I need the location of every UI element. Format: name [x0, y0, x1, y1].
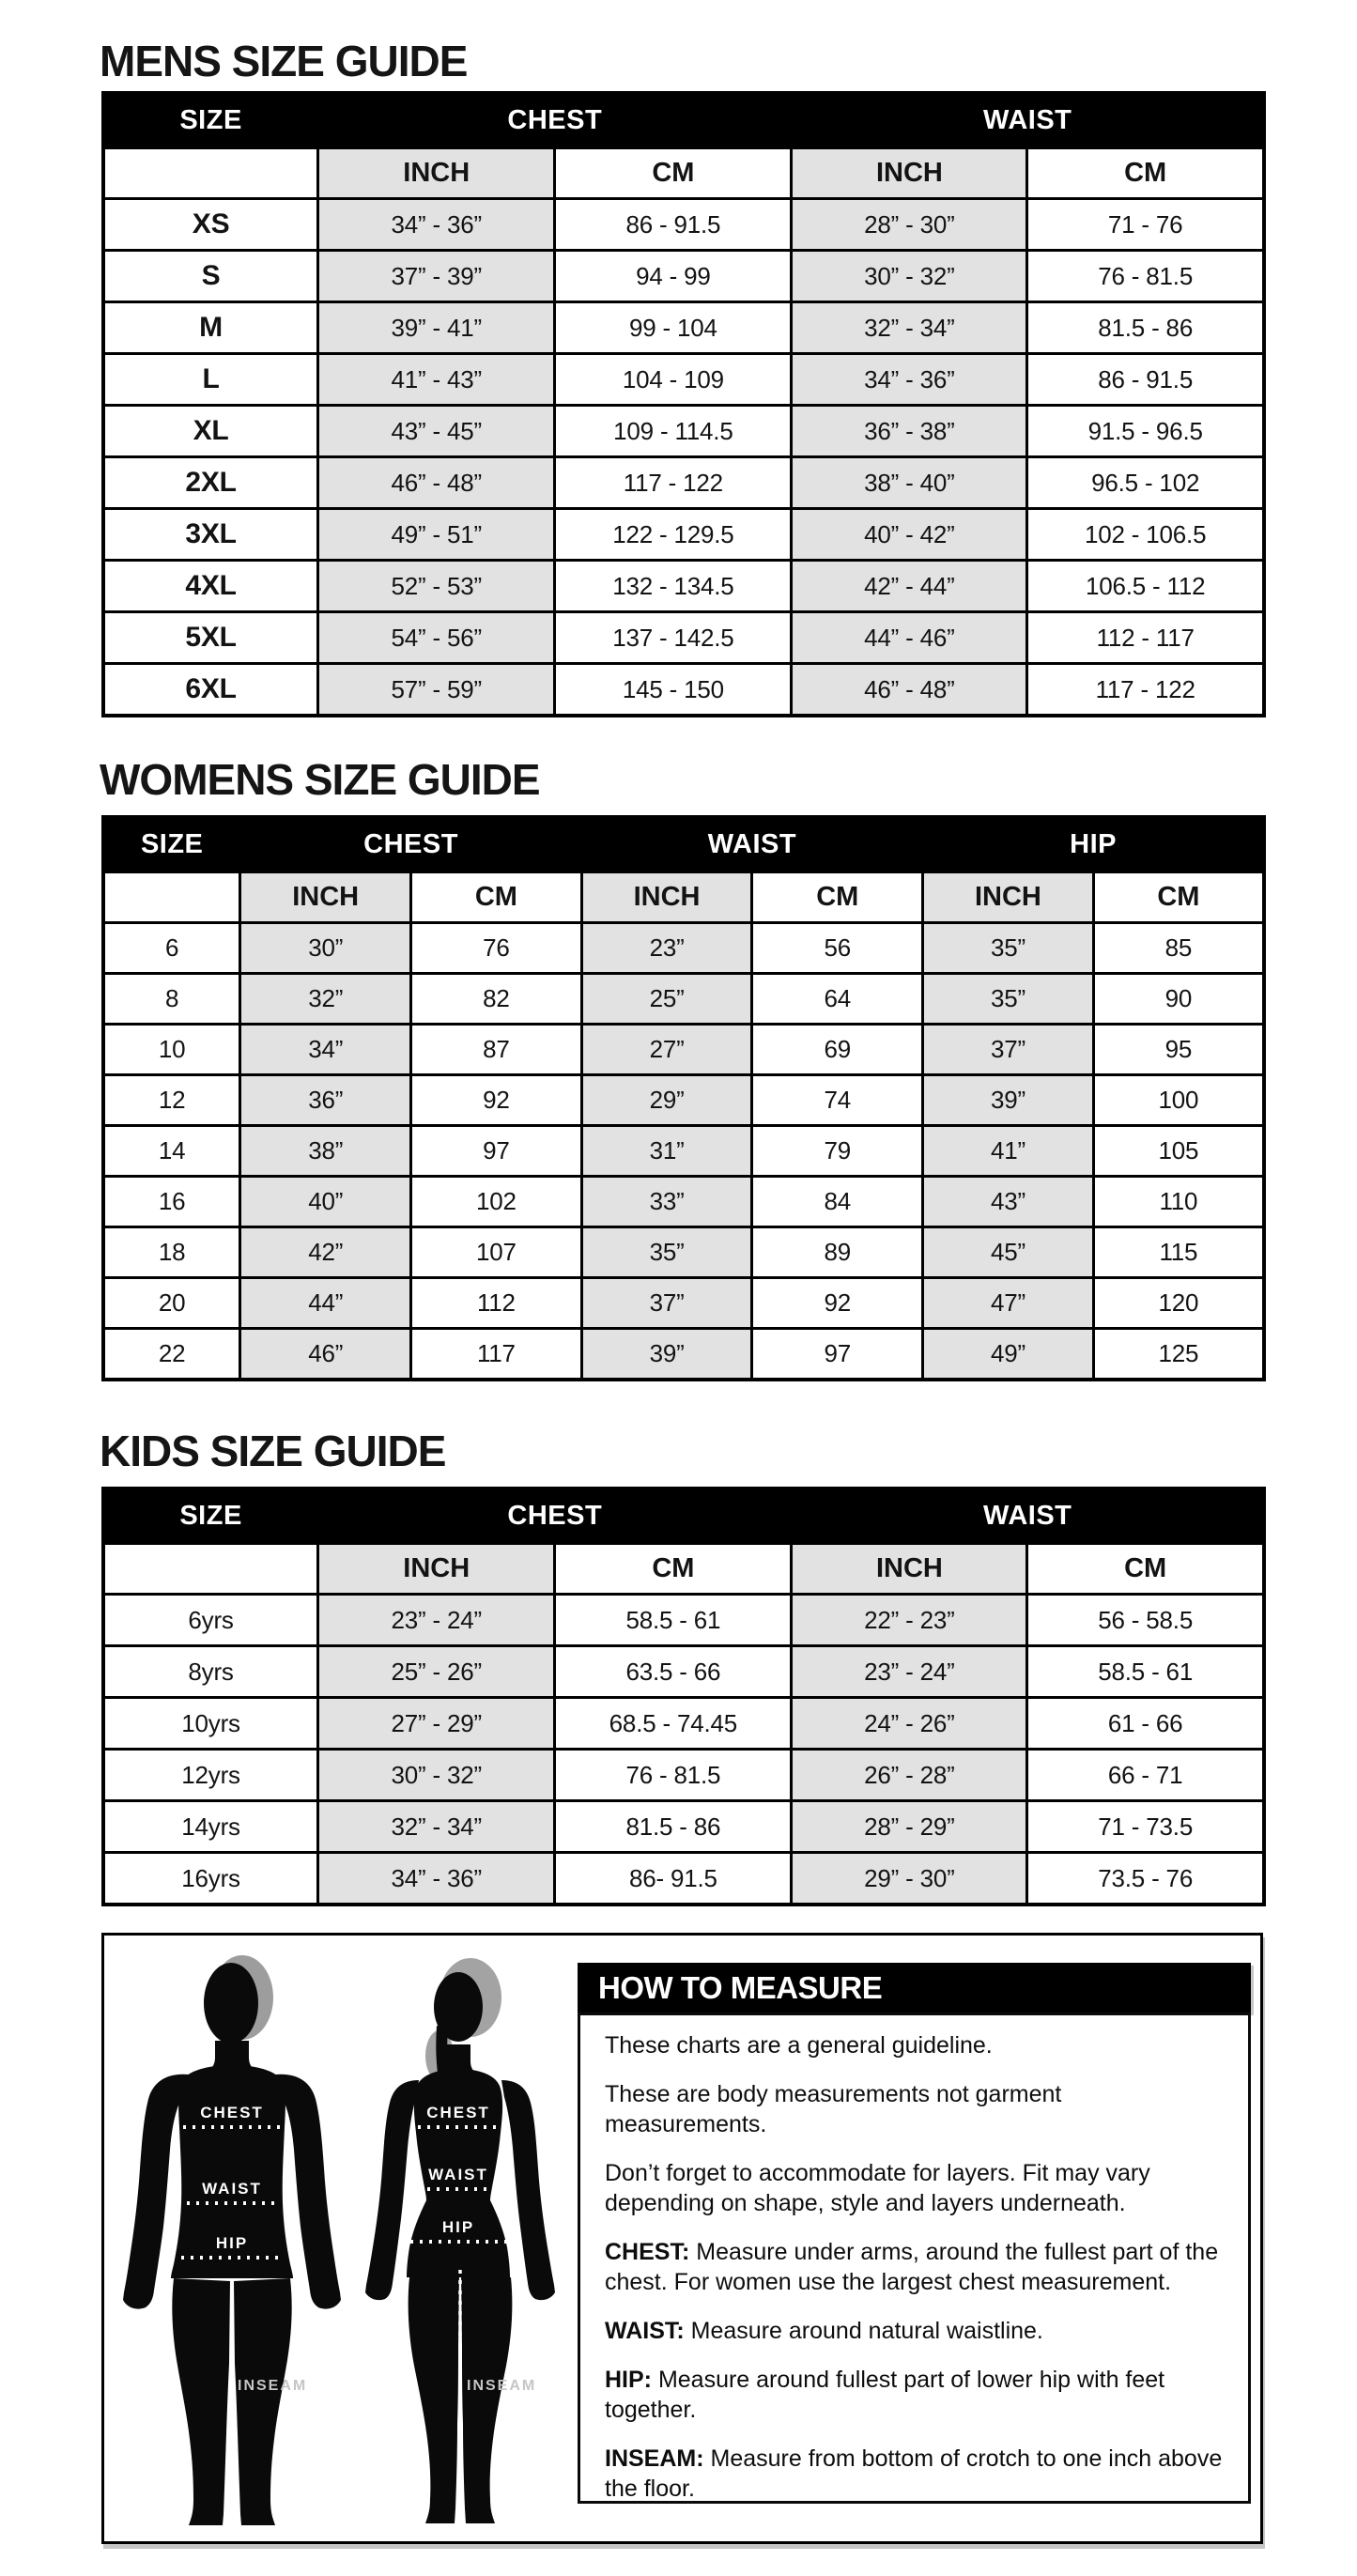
table-cell: 14yrs	[103, 1801, 318, 1853]
table-cell: 35”	[923, 974, 1094, 1025]
unit-header: INCH	[792, 148, 1027, 199]
table-group-header-row	[103, 93, 1264, 148]
table-cell: 28” - 30”	[792, 199, 1027, 251]
table-cell: 32”	[240, 974, 411, 1025]
measure-term: HIP:	[605, 2367, 652, 2393]
table-cell: 22	[103, 1329, 240, 1381]
unit-header: CM	[555, 1544, 792, 1595]
table-cell: 105	[1093, 1126, 1264, 1177]
unit-header: INCH	[923, 872, 1094, 923]
column-group-header: WAIST	[792, 93, 1264, 148]
table-cell: 25”	[581, 974, 752, 1025]
measure-paragraph: Don’t forget to accommodate for layers. Fit may vary depending on shape, style and layers underneath.	[605, 2160, 1150, 2216]
table-cell: 22” - 23”	[792, 1595, 1027, 1646]
table-cell: 71 - 76	[1027, 199, 1264, 251]
table-cell: 54” - 56”	[318, 612, 555, 664]
table-cell: 10yrs	[103, 1698, 318, 1750]
table-cell: 27”	[581, 1025, 752, 1075]
table-row	[103, 457, 1264, 509]
table-cell: 132 - 134.5	[555, 561, 792, 612]
measure-paragraph: INSEAM: Measure from bottom of crotch to one inch above the floor.	[605, 2445, 1223, 2502]
how-to-measure-header: HOW TO MEASURE	[578, 1963, 1251, 2013]
unit-header: INCH	[792, 1544, 1027, 1595]
table-cell: 42” - 44”	[792, 561, 1027, 612]
table-cell: 6yrs	[103, 1595, 318, 1646]
table-row	[103, 1801, 1264, 1853]
mens-size-table	[101, 91, 1266, 717]
table-cell: 10	[103, 1025, 240, 1075]
table-cell: 63.5 - 66	[555, 1646, 792, 1698]
table-row	[103, 199, 1264, 251]
table-row	[103, 1329, 1264, 1381]
table-cell: 82	[411, 974, 582, 1025]
table-cell: 100	[1093, 1075, 1264, 1126]
table-cell: 90	[1093, 974, 1264, 1025]
table-unit-header-row	[103, 148, 1264, 199]
table-row	[103, 1126, 1264, 1177]
table-cell: 44” - 46”	[792, 612, 1027, 664]
table-cell: 39” - 41”	[318, 302, 555, 354]
table-cell: 85	[1093, 923, 1264, 974]
measure-paragraph: These are body measurements not garment measurements.	[605, 2081, 1062, 2137]
table-cell: 35”	[923, 923, 1094, 974]
table-cell: 89	[752, 1227, 923, 1278]
table-cell: 125	[1093, 1329, 1264, 1381]
table-cell: 23” - 24”	[792, 1646, 1027, 1698]
table-cell: 76 - 81.5	[555, 1750, 792, 1801]
table-cell: 122 - 129.5	[555, 509, 792, 561]
table-cell: 41”	[923, 1126, 1094, 1177]
female-hip-label: HIP	[441, 2218, 475, 2236]
table-cell: 112 - 117	[1027, 612, 1264, 664]
column-group-header: CHEST	[318, 1489, 792, 1544]
table-cell: 43”	[923, 1177, 1094, 1227]
table-cell: M	[103, 302, 318, 354]
table-group-header-row	[103, 1489, 1264, 1544]
table-cell: 117 - 122	[555, 457, 792, 509]
column-group-header: SIZE	[103, 93, 318, 148]
table-cell: 137 - 142.5	[555, 612, 792, 664]
table-row	[103, 509, 1264, 561]
table-cell: 30”	[240, 923, 411, 974]
table-cell: 97	[752, 1329, 923, 1381]
table-cell: 99 - 104	[555, 302, 792, 354]
table-cell: 76 - 81.5	[1027, 251, 1264, 302]
table-cell: 32” - 34”	[318, 1801, 555, 1853]
table-cell: 38”	[240, 1126, 411, 1177]
table-cell: 86 - 91.5	[1027, 354, 1264, 406]
table-cell: 86- 91.5	[555, 1853, 792, 1905]
male-inseam-label: INSEAM	[238, 2378, 308, 2394]
measure-paragraph: HIP: Measure around fullest part of lower hip with feet together.	[605, 2367, 1165, 2423]
table-cell: 34” - 36”	[318, 1853, 555, 1905]
table-cell: 46” - 48”	[792, 664, 1027, 717]
table-cell: 6XL	[103, 664, 318, 717]
female-figure	[365, 1958, 555, 2523]
unit-header	[103, 872, 240, 923]
table-cell: 97	[411, 1126, 582, 1177]
table-row	[103, 612, 1264, 664]
table-cell: 91.5 - 96.5	[1027, 406, 1264, 457]
table-cell: 42”	[240, 1227, 411, 1278]
table-cell: 29” - 30”	[792, 1853, 1027, 1905]
table-cell: 45”	[923, 1227, 1094, 1278]
column-group-header: SIZE	[103, 1489, 318, 1544]
table-cell: 96.5 - 102	[1027, 457, 1264, 509]
how-to-measure-text	[578, 2013, 1251, 2504]
unit-header: CM	[555, 148, 792, 199]
table-row	[103, 1595, 1264, 1646]
table-cell: 120	[1093, 1278, 1264, 1329]
female-waist-label: WAIST	[428, 2166, 488, 2183]
male-head	[204, 1963, 258, 2044]
table-cell: 81.5 - 86	[1027, 302, 1264, 354]
table-cell: 79	[752, 1126, 923, 1177]
table-cell: 92	[411, 1075, 582, 1126]
table-cell: XS	[103, 199, 318, 251]
table-cell: 23” - 24”	[318, 1595, 555, 1646]
table-cell: 16	[103, 1177, 240, 1227]
table-cell: 12	[103, 1075, 240, 1126]
table-cell: 107	[411, 1227, 582, 1278]
male-waist-label: WAIST	[202, 2180, 262, 2198]
table-cell: 37”	[923, 1025, 1094, 1075]
table-row	[103, 302, 1264, 354]
table-cell: S	[103, 251, 318, 302]
unit-header: INCH	[318, 1544, 555, 1595]
table-cell: 84	[752, 1177, 923, 1227]
table-cell: 34” - 36”	[792, 354, 1027, 406]
column-group-header: WAIST	[581, 817, 922, 872]
table-cell: 37” - 39”	[318, 251, 555, 302]
table-row	[103, 1177, 1264, 1227]
table-cell: 32” - 34”	[792, 302, 1027, 354]
table-cell: 49” - 51”	[318, 509, 555, 561]
table-cell: 24” - 26”	[792, 1698, 1027, 1750]
table-row	[103, 251, 1264, 302]
table-row	[103, 1750, 1264, 1801]
table-group-header-row	[103, 817, 1264, 872]
table-cell: 145 - 150	[555, 664, 792, 717]
unit-header: INCH	[318, 148, 555, 199]
womens-section-title: WOMENS SIZE GUIDE	[100, 755, 540, 804]
table-row	[103, 1698, 1264, 1750]
kids-size-table	[101, 1487, 1266, 1906]
table-cell: 43” - 45”	[318, 406, 555, 457]
table-cell: 23”	[581, 923, 752, 974]
female-inseam-label: INSEAM	[467, 2378, 537, 2394]
table-row	[103, 1227, 1264, 1278]
column-group-header: CHEST	[240, 817, 581, 872]
womens-size-table	[101, 815, 1266, 1381]
table-cell: 58.5 - 61	[1027, 1646, 1264, 1698]
measure-term: WAIST:	[605, 2318, 685, 2344]
how-to-measure-section	[101, 1933, 1263, 2544]
table-cell: 8	[103, 974, 240, 1025]
unit-header: CM	[1093, 872, 1264, 923]
table-cell: 6	[103, 923, 240, 974]
unit-header: CM	[752, 872, 923, 923]
table-cell: 71 - 73.5	[1027, 1801, 1264, 1853]
table-cell: 44”	[240, 1278, 411, 1329]
table-cell: 3XL	[103, 509, 318, 561]
measure-term: CHEST:	[605, 2239, 690, 2265]
table-row	[103, 1075, 1264, 1126]
table-cell: 26” - 28”	[792, 1750, 1027, 1801]
table-cell: 40”	[240, 1177, 411, 1227]
column-group-header: CHEST	[318, 93, 792, 148]
table-cell: 46” - 48”	[318, 457, 555, 509]
table-row	[103, 1853, 1264, 1905]
table-cell: 112	[411, 1278, 582, 1329]
measure-paragraph: CHEST: Measure under arms, around the fullest part of the chest. For women use the largest chest measurement.	[605, 2239, 1219, 2295]
table-cell: 61 - 66	[1027, 1698, 1264, 1750]
table-cell: 49”	[923, 1329, 1094, 1381]
table-cell: 102 - 106.5	[1027, 509, 1264, 561]
table-cell: 14	[103, 1126, 240, 1177]
table-cell: 35”	[581, 1227, 752, 1278]
kids-section-title: KIDS SIZE GUIDE	[100, 1427, 446, 1475]
unit-header: CM	[411, 872, 582, 923]
unit-header: INCH	[240, 872, 411, 923]
column-group-header: HIP	[923, 817, 1264, 872]
unit-header: CM	[1027, 1544, 1264, 1595]
table-cell: 46”	[240, 1329, 411, 1381]
table-row	[103, 406, 1264, 457]
table-cell: 117 - 122	[1027, 664, 1264, 717]
table-cell: 36”	[240, 1075, 411, 1126]
table-row	[103, 664, 1264, 717]
table-cell: 104 - 109	[555, 354, 792, 406]
table-cell: 27” - 29”	[318, 1698, 555, 1750]
table-cell: 56 - 58.5	[1027, 1595, 1264, 1646]
how-to-measure-panel	[578, 1963, 1251, 2504]
table-cell: 28” - 29”	[792, 1801, 1027, 1853]
table-cell: 12yrs	[103, 1750, 318, 1801]
table-cell: 87	[411, 1025, 582, 1075]
table-cell: L	[103, 354, 318, 406]
table-cell: 39”	[923, 1075, 1094, 1126]
table-cell: 86 - 91.5	[555, 199, 792, 251]
column-group-header: SIZE	[103, 817, 240, 872]
table-row	[103, 354, 1264, 406]
table-cell: 57” - 59”	[318, 664, 555, 717]
table-row	[103, 974, 1264, 1025]
table-cell: 31”	[581, 1126, 752, 1177]
table-cell: 68.5 - 74.45	[555, 1698, 792, 1750]
female-chest-label: CHEST	[426, 2104, 490, 2121]
measure-paragraph: WAIST: Measure around natural waistline.	[605, 2318, 1043, 2344]
table-unit-header-row	[103, 1544, 1264, 1595]
table-cell: 115	[1093, 1227, 1264, 1278]
table-row	[103, 561, 1264, 612]
table-cell: 4XL	[103, 561, 318, 612]
table-cell: 102	[411, 1177, 582, 1227]
male-figure	[123, 1955, 341, 2525]
table-cell: 41” - 43”	[318, 354, 555, 406]
table-row	[103, 923, 1264, 974]
table-cell: 109 - 114.5	[555, 406, 792, 457]
table-cell: 25” - 26”	[318, 1646, 555, 1698]
table-cell: 34”	[240, 1025, 411, 1075]
table-cell: 2XL	[103, 457, 318, 509]
unit-header: INCH	[581, 872, 752, 923]
table-cell: 20	[103, 1278, 240, 1329]
table-cell: 33”	[581, 1177, 752, 1227]
measure-term: INSEAM:	[605, 2445, 704, 2472]
table-cell: 52” - 53”	[318, 561, 555, 612]
table-cell: 95	[1093, 1025, 1264, 1075]
table-cell: 18	[103, 1227, 240, 1278]
table-cell: 34” - 36”	[318, 199, 555, 251]
table-cell: 92	[752, 1278, 923, 1329]
male-hip-label: HIP	[215, 2234, 249, 2252]
table-cell: 117	[411, 1329, 582, 1381]
table-cell: 36” - 38”	[792, 406, 1027, 457]
table-cell: 39”	[581, 1329, 752, 1381]
table-cell: 30” - 32”	[318, 1750, 555, 1801]
table-cell: 40” - 42”	[792, 509, 1027, 561]
table-cell: 29”	[581, 1075, 752, 1126]
table-cell: 106.5 - 112	[1027, 561, 1264, 612]
table-cell: XL	[103, 406, 318, 457]
table-cell: 81.5 - 86	[555, 1801, 792, 1853]
measure-paragraph: These charts are a general guideline.	[605, 2032, 993, 2059]
table-cell: 58.5 - 61	[555, 1595, 792, 1646]
table-cell: 94 - 99	[555, 251, 792, 302]
table-row	[103, 1646, 1264, 1698]
table-cell: 110	[1093, 1177, 1264, 1227]
table-cell: 38” - 40”	[792, 457, 1027, 509]
table-cell: 47”	[923, 1278, 1094, 1329]
column-group-header: WAIST	[792, 1489, 1264, 1544]
table-row	[103, 1278, 1264, 1329]
table-cell: 73.5 - 76	[1027, 1853, 1264, 1905]
mens-section-title: MENS SIZE GUIDE	[100, 37, 468, 85]
table-unit-header-row	[103, 872, 1264, 923]
male-chest-label: CHEST	[200, 2104, 264, 2121]
unit-header: CM	[1027, 148, 1264, 199]
table-cell: 69	[752, 1025, 923, 1075]
table-cell: 74	[752, 1075, 923, 1126]
table-cell: 76	[411, 923, 582, 974]
table-cell: 30” - 32”	[792, 251, 1027, 302]
unit-header	[103, 1544, 318, 1595]
table-cell: 64	[752, 974, 923, 1025]
table-cell: 56	[752, 923, 923, 974]
table-cell: 66 - 71	[1027, 1750, 1264, 1801]
table-cell: 8yrs	[103, 1646, 318, 1698]
table-cell: 37”	[581, 1278, 752, 1329]
table-row	[103, 1025, 1264, 1075]
unit-header	[103, 148, 318, 199]
table-cell: 5XL	[103, 612, 318, 664]
table-cell: 16yrs	[103, 1853, 318, 1905]
